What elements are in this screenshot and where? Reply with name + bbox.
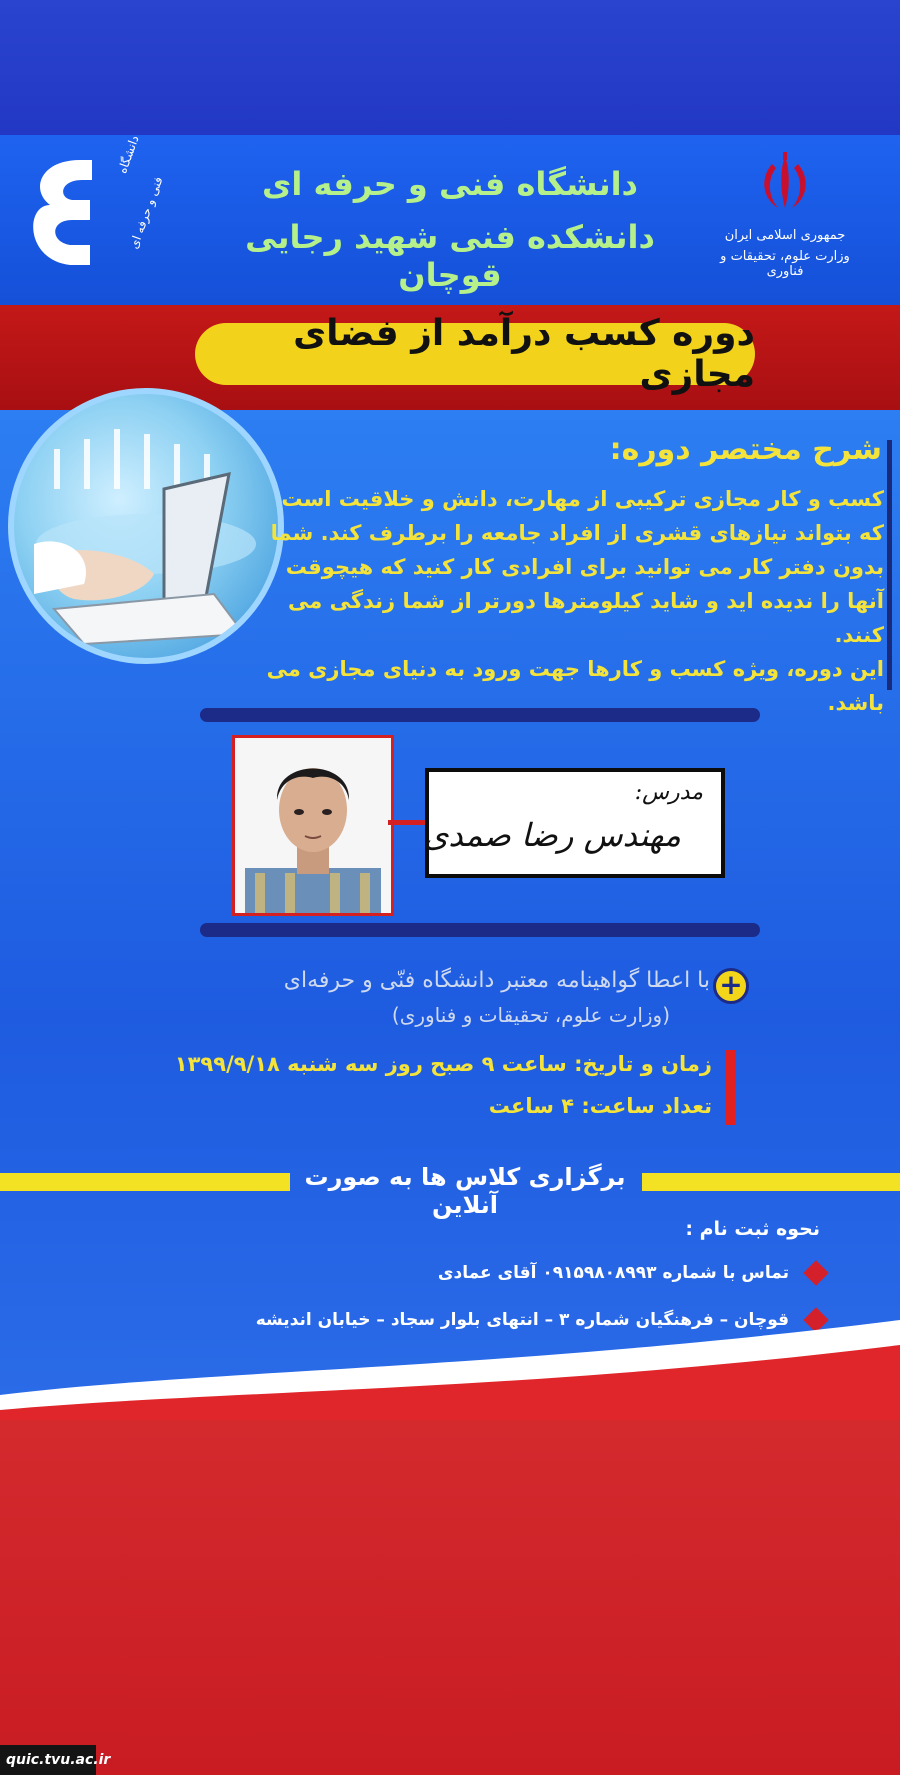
- description-heading: شرح مختصر دوره:: [609, 432, 882, 467]
- gov-line2: وزارت علوم، تحقیقات و فناوری: [720, 249, 850, 279]
- schedule-time: زمان و تاریخ: ساعت ۹ صبح روز سه شنبه ۱۳۹۹/۹/۱۸: [174, 1052, 712, 1076]
- yellow-bar-left: [0, 1173, 290, 1191]
- schedule-bar: [726, 1050, 735, 1125]
- registration-phone: تماس با شماره ۰۹۱۵۹۸۰۸۹۹۳ آقای عمادی: [437, 1263, 789, 1283]
- teacher-box: [425, 768, 725, 878]
- teacher-portrait: [235, 738, 391, 913]
- gov-logo: [710, 150, 860, 290]
- divider-top: [200, 708, 760, 722]
- teacher-connector: [388, 820, 428, 825]
- divider-bottom: [200, 923, 760, 937]
- bottom-band: [0, 1420, 900, 1775]
- certificate-line1: با اعطا گواهینامه معتبر دانشگاه فنّی و حرفه‌ای: [283, 968, 710, 993]
- gov-line1: جمهوری اسلامی ایران: [724, 228, 846, 243]
- course-title: دوره کسب درآمد از فضای مجازی: [195, 323, 755, 385]
- online-note: برگزاری کلاس ها به صورت آنلاین: [304, 1163, 626, 1219]
- certificate-line2: (وزارت علوم، تحقیقات و فناوری): [391, 1003, 670, 1027]
- decorative-wave: [0, 1300, 900, 1440]
- description-text-2: این دوره، ویژه کسب و کارها جهت ورود به دنیای مجازی می باشد.: [266, 657, 884, 715]
- logo-text-line1: دانشگاه: [115, 133, 142, 176]
- schedule-hours: تعداد ساعت: ۴ ساعت: [488, 1094, 712, 1118]
- teacher-label: مدرس:: [634, 780, 703, 805]
- faculty-title: دانشکده فنی شهید رجایی قوچان: [245, 218, 655, 294]
- online-work-photo: [8, 388, 284, 664]
- top-band: [0, 0, 900, 135]
- site-watermark: quic.tvu.ac.ir: [0, 1745, 96, 1775]
- teacher-photo: [232, 735, 394, 916]
- logo-text-line2: فنی و حرفه ای: [126, 174, 166, 251]
- description-body: [264, 482, 884, 720]
- tvu-logo-icon: [20, 150, 110, 280]
- tvu-logo: [20, 133, 170, 290]
- emblem-icon: [750, 150, 820, 220]
- registration-address: قوچان – فرهنگیان شماره ۳ – انتهای بلوار سجاد – خیابان اندیشه: [255, 1310, 789, 1330]
- registration-item: [438, 1263, 825, 1283]
- laptop-illustration: [14, 394, 278, 658]
- teacher-name: مهندس رضا صمدی: [423, 816, 681, 854]
- plus-icon: +: [713, 968, 749, 1004]
- university-title: دانشگاه فنی و حرفه ای: [262, 165, 638, 203]
- diamond-icon: [803, 1260, 828, 1285]
- registration-heading: نحوه ثبت نام :: [685, 1218, 820, 1240]
- description-text: کسب و کار مجازی ترکیبی از مهارت، دانش و خلاقیت است که بتواند نیازهای قشری از افراد جامعه را برطرف کند. شما بدون دفتر کار می توانید برای افرادی کار کنید که هیچوقت آنها را ندیده اید و شاید کیلومترها دورتر از شما زندگی می کنند.: [270, 487, 884, 647]
- yellow-bar-right: [642, 1173, 900, 1191]
- description-rule: [887, 440, 892, 690]
